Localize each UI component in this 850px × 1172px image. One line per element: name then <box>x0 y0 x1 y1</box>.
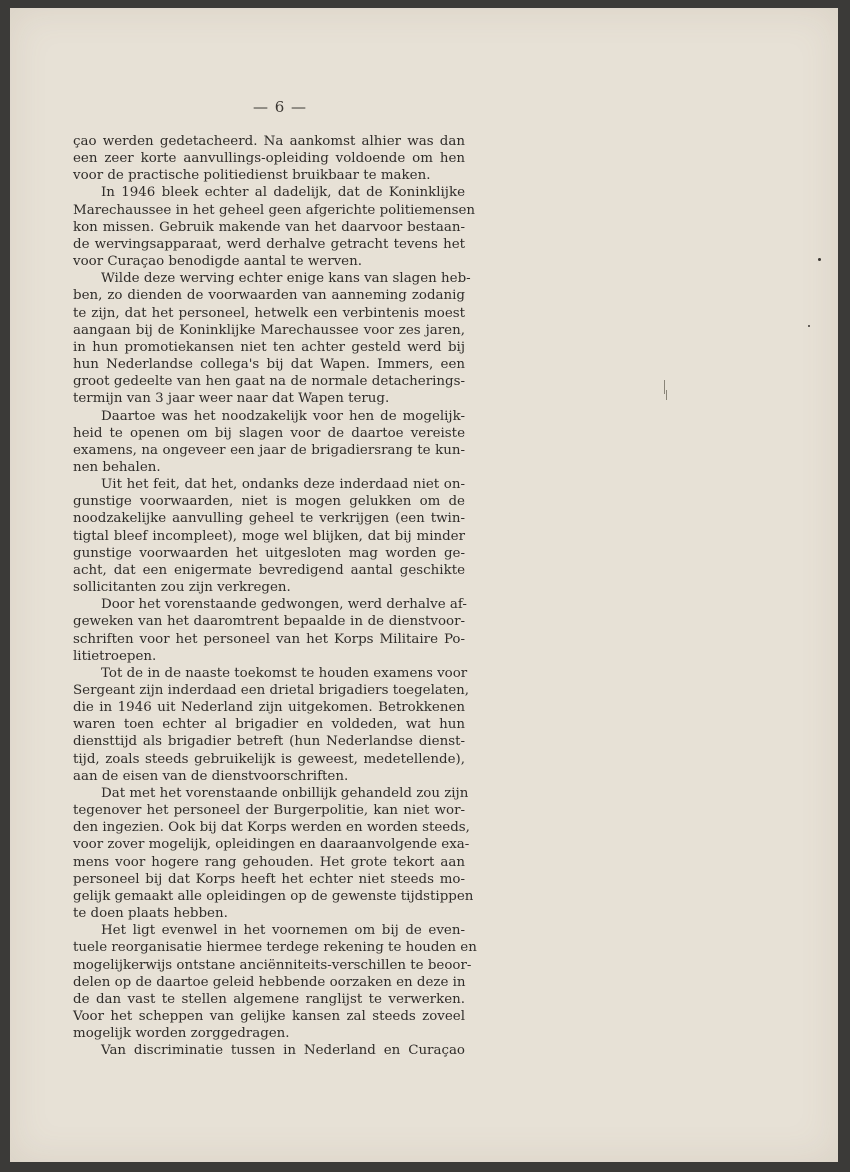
text-line: tuele reorganisatie hiermee terdege rekening te houden en <box>73 940 477 956</box>
paragraph <box>73 665 470 785</box>
text-line: acht, dat een enigermate bevredigend aantal geschikte <box>73 562 465 578</box>
text-line: Marechaussee in het geheel geen afgerichte politiemensen <box>73 202 476 218</box>
paragraph <box>73 596 465 665</box>
paragraph <box>73 785 474 922</box>
text-line: waren toen echter al brigadier en voldeden, wat hun <box>73 717 465 733</box>
text-line: sollicitanten zou zijn verkregen. <box>73 580 291 596</box>
text-line: çao werden gedetacheerd. Na aankomst alhier was dan <box>73 134 465 149</box>
text-line: den ingezien. Ook bij dat Korps werden en worden steeds, <box>73 820 470 836</box>
text-line: Sergeant zijn inderdaad een drietal brigadiers toegelaten, <box>73 683 470 698</box>
text-line: delen op de daartoe geleid hebbende oorzaken en deze in <box>73 974 466 990</box>
text-line: ben, zo dienden de voorwaarden van aanneming zodanig <box>73 288 465 304</box>
text-line: aan de eisen van de dienstvoorschriften. <box>73 768 349 784</box>
text-line: de dan vast te stellen algemene ranglijst te verwerken. <box>73 991 465 1007</box>
text-line: te doen plaats hebben. <box>73 906 228 922</box>
paper-speck <box>808 325 810 327</box>
text-line: een zeer korte aanvullings-opleiding voldoende om hen <box>73 151 465 167</box>
text-line: heid te openen om bij slagen voor de daartoe vereiste <box>73 425 465 441</box>
text-line: aangaan bij de Koninklijke Marechaussee voor zes jaren, <box>73 322 465 338</box>
text-line: tijd, zoals steeds gebruikelijk is geweest, medetellende), <box>73 751 465 767</box>
text-line: schriften voor het personeel van het Korps Militaire Po- <box>73 631 465 647</box>
text-line: Uit het feit, dat het, ondanks deze inderdaad niet on- <box>101 477 465 493</box>
paragraph <box>73 476 465 596</box>
text-line: hun Nederlandse collega's bij dat Wapen. Immers, een <box>73 357 465 373</box>
text-line: Tot de in de naaste toekomst te houden examens voor <box>101 665 468 681</box>
paragraph <box>73 922 477 1042</box>
text-line: te zijn, dat het personeel, hetwelk een verbintenis moest <box>73 305 465 321</box>
text-line: tegenover het personeel der Burgerpolitie, kan niet wor- <box>73 803 465 819</box>
text-line: Van discriminatie tussen in Nederland en Curaçao <box>101 1043 465 1059</box>
text-line: litietroepen. <box>73 648 157 664</box>
text-line: mogelijk worden zorggedragen. <box>73 1026 290 1042</box>
paper-scratch <box>664 380 665 394</box>
page-number: — 6 — <box>252 98 308 116</box>
text-line: groot gedeelte van hen gaat na de normale detacherings- <box>73 374 465 390</box>
paragraph <box>73 184 476 270</box>
text-line: gelijk gemaakt alle opleidingen op de gewenste tijdstippen <box>73 888 474 904</box>
text-line: Voor het scheppen van gelijke kansen zal steeds zoveel <box>73 1008 465 1024</box>
text-line: gunstige voorwaarden het uitgesloten mag worden ge- <box>73 545 465 561</box>
document-page <box>10 8 838 1162</box>
paragraph <box>73 1042 465 1059</box>
paragraph <box>73 133 465 184</box>
paper-speck <box>818 258 821 261</box>
text-line: kon missen. Gebruik makende van het daarvoor bestaan- <box>73 219 465 235</box>
text-line: in hun promotiekansen niet ten achter gesteld werd bij <box>73 339 465 355</box>
text-line: diensttijd als brigadier betreft (hun Nederlandse dienst- <box>73 734 465 750</box>
text-line: Door het vorenstaande gedwongen, werd derhalve af- <box>101 597 467 613</box>
text-line: Daartoe was het noodzakelijk voor hen de mogelijk- <box>101 408 465 424</box>
text-line: mogelijkerwijs ontstane anciënniteits-verschillen te beoor- <box>73 957 472 973</box>
body-text <box>73 133 477 1059</box>
text-line: de wervingsapparaat, werd derhalve getracht tevens het <box>73 236 465 252</box>
text-line: voor de practische politiedienst bruikbaar te maken. <box>73 168 431 184</box>
text-line: gunstige voorwaarden, niet is mogen gelukken om de <box>73 494 465 510</box>
text-line: die in 1946 uit Nederland zijn uitgekomen. Betrokkenen <box>73 700 465 716</box>
text-line: Het ligt evenwel in het voornemen om bij de even- <box>101 923 465 939</box>
text-line: examens, na ongeveer een jaar de brigadiersrang te kun- <box>73 442 465 458</box>
text-line: geweken van het daaromtrent bepaalde in de dienstvoor- <box>73 614 465 630</box>
text-line: voor zover mogelijk, opleidingen en daaraanvolgende exa- <box>73 837 470 853</box>
text-line: mens voor hogere rang gehouden. Het grote tekort aan <box>73 854 465 870</box>
paper-scratch <box>666 390 667 400</box>
text-line: noodzakelijke aanvulling geheel te verkrijgen (een twin- <box>73 511 465 527</box>
text-line: Dat met het vorenstaande onbillijk gehandeld zou zijn <box>101 785 469 801</box>
text-line: personeel bij dat Korps heeft het echter niet steeds mo- <box>73 871 465 887</box>
paragraph <box>73 408 465 477</box>
text-line: Wilde deze werving echter enige kans van slagen heb- <box>101 271 471 287</box>
text-line: termijn van 3 jaar weer naar dat Wapen terug. <box>73 391 390 407</box>
text-line: tigtal bleef incompleet), moge wel blijken, dat bij minder <box>73 528 465 544</box>
text-line: voor Curaçao benodigde aantal te werven. <box>73 254 362 270</box>
text-line: In 1946 bleek echter al dadelijk, dat de Koninklijke <box>101 185 465 201</box>
paragraph <box>73 270 471 407</box>
text-line: nen behalen. <box>73 459 161 475</box>
